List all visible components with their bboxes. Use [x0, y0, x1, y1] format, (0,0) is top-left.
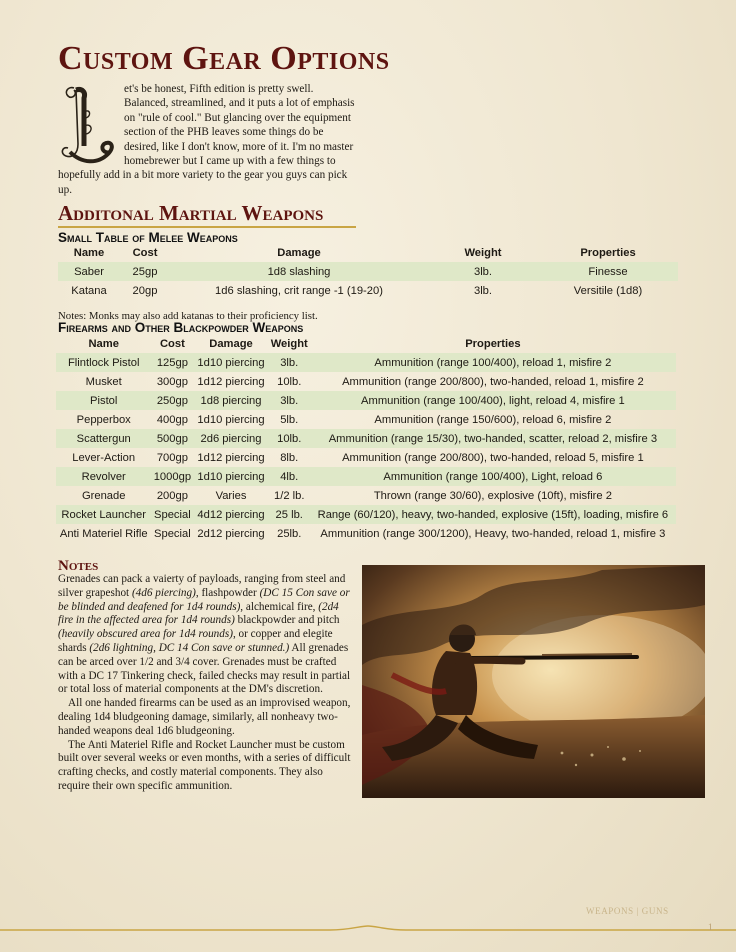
table-cell: Thrown (range 30/60), explosive (10ft), misfire 2	[373, 489, 612, 502]
firearms-header-cell: Name	[88, 338, 119, 350]
table-row	[56, 524, 676, 543]
table-cell: 1000gp	[151, 467, 193, 486]
melee-header-row	[58, 244, 678, 262]
notes-paragraph-improvised: All one handed firearms can be used as an improvised weapon, dealing 1d4 bludgeoning damage, similarly, all nonheavy two-handed weapons deal 1d6 bludgeoning.	[58, 697, 351, 737]
table-cell: Rocket Launcher	[56, 505, 151, 524]
table-cell: 4d12 piercing	[193, 505, 268, 524]
table-cell: 700gp	[156, 451, 188, 464]
melee-header-cell: Cost	[132, 247, 158, 259]
table-cell: 1d10 piercing	[193, 353, 268, 372]
dropcap-l-icon	[58, 82, 122, 168]
melee-header-cell: Properties	[580, 247, 636, 259]
notes-paragraph-special: The Anti Materiel Rifle and Rocket Launcher must be custom built over several weeks or even months, with a series of difficult crafting checks, and costly material components. They also require their own specific ammunition.	[58, 738, 351, 792]
notes-italic-text: (2d6 lightning, DC 14 Con save or stunned.)	[89, 641, 290, 654]
table-cell: 1d10 piercing	[197, 413, 265, 426]
table-cell: 5lb.	[280, 413, 299, 426]
table-cell: Katana	[71, 284, 107, 297]
table-cell: Pepperbox	[76, 413, 131, 426]
table-cell: 125gp	[151, 353, 193, 372]
gunslinger-image-icon	[362, 565, 705, 798]
table-cell: 200gp	[156, 489, 188, 502]
table-cell: Pistol	[56, 391, 151, 410]
melee-header-cell: Damage	[277, 247, 321, 259]
table-row	[56, 486, 676, 505]
table-cell: Ammunition (range 200/800), two-handed, reload 5, misfire 1	[342, 451, 644, 464]
table-row	[56, 429, 676, 448]
table-cell: 3lb.	[473, 284, 493, 297]
section-title: Additonal Martial Weapons	[58, 201, 324, 225]
table-cell: Musket	[85, 375, 122, 388]
melee-note: Notes: Monks may also add katanas to their proficiency list.	[58, 310, 318, 322]
melee-table	[58, 244, 678, 300]
notes-text: , alchemical fire,	[240, 600, 319, 613]
page-title: Custom Gear Options	[58, 40, 390, 77]
firearms-table-title: Firearms and Other Blackpowder Weapons	[58, 320, 304, 335]
notes-italic-text: (DC 15 Con save or be blinded and deafened for 1d4 rounds)	[58, 586, 350, 613]
gunslinger-illustration	[362, 565, 705, 798]
table-cell: Varies	[215, 489, 247, 502]
table-row	[58, 281, 678, 300]
notes-body	[58, 573, 352, 794]
table-cell: Ammunition (range 100/400), reload 1, misfire 2	[310, 353, 676, 372]
table-cell: 250gp	[151, 391, 193, 410]
footer-rule	[0, 924, 736, 934]
table-cell: Ammunition (range 300/1200), Heavy, two-handed, reload 1, misfire 3	[320, 527, 666, 540]
notes-italic-text: (4d6 piercing)	[131, 586, 196, 599]
table-cell: 1d8 slashing	[170, 262, 428, 281]
table-cell: Versitile (1d8)	[573, 284, 643, 297]
table-cell: Ammunition (range 100/400), light, reload 4, misfire 1	[310, 391, 676, 410]
table-cell: 4lb.	[269, 467, 310, 486]
table-cell: 1d6 slashing, crit range -1 (19-20)	[215, 284, 383, 297]
table-cell: Flintlock Pistol	[56, 353, 151, 372]
table-cell: 400gp	[156, 413, 188, 426]
page-number: 1	[708, 922, 713, 932]
table-cell: Finesse	[538, 262, 678, 281]
table-cell: 20gp	[132, 284, 158, 297]
table-cell: 8lb.	[280, 451, 299, 464]
table-cell: Grenade	[81, 489, 126, 502]
notes-text: Grenades can pack a vaierty of payloads, ranging from steel and silver grapeshot	[58, 573, 346, 599]
table-cell: 300gp	[156, 375, 188, 388]
table-cell: Range (60/120), heavy, two-handed, explosive (15ft), loading, misfire 6	[310, 505, 676, 524]
table-cell: 25 lb.	[269, 505, 310, 524]
firearms-header-row	[56, 335, 676, 353]
table-cell: 10lb.	[269, 429, 310, 448]
melee-header-cell: Weight	[464, 247, 502, 259]
notes-text: All grenades can be arced over 1/2 and 3/4 cover. Grenades must be crafted with a DC 17 Tinkering check, failed checks may result in partial or total loss of material components at the DM's discretion.	[58, 641, 351, 696]
table-cell: 2d6 piercing	[193, 429, 268, 448]
table-cell: 1d10 piercing	[193, 467, 268, 486]
notes-italic-text: (2d4 fire in the affected area for 1d4 rounds)	[58, 600, 339, 627]
table-cell: 1/2 lb.	[273, 489, 305, 502]
table-cell: 10lb.	[277, 375, 302, 388]
firearms-header-cell: Weight	[270, 338, 308, 350]
table-row	[56, 410, 676, 429]
table-cell: Scattergun	[56, 429, 151, 448]
dropcap-letter: L	[58, 82, 59, 83]
table-cell: 3lb.	[428, 262, 538, 281]
table-cell: 3lb.	[269, 391, 310, 410]
table-cell: Ammunition (range 200/800), two-handed, reload 1, misfire 2	[342, 375, 644, 388]
table-cell: 1d12 piercing	[197, 375, 265, 388]
intro-text: et's be honest, Fifth edition is pretty swell. Balanced, streamlined, and it puts a lot of emphasis on "rule of cool." But glancing over the equipment section of the PHB leaves some things do be desired, like I don't know, more of it. I'm no master homebrewer but I came up with a few things to hopefully add in a bit more variety to the gear you guys can pick up.	[58, 83, 355, 196]
section-rule	[58, 226, 356, 228]
table-row	[56, 372, 676, 391]
table-row	[58, 262, 678, 281]
table-cell: 25lb.	[277, 527, 302, 540]
table-cell: Saber	[58, 262, 120, 281]
table-row	[56, 467, 676, 486]
table-cell: 1d8 piercing	[193, 391, 268, 410]
melee-header-cell: Name	[73, 247, 105, 259]
table-cell: 1d12 piercing	[197, 451, 265, 464]
firearms-table	[56, 335, 676, 543]
firearms-header-cell: Properties	[465, 338, 521, 350]
table-cell: Ammunition (range 100/400), Light, reload 6	[310, 467, 676, 486]
table-cell: 3lb.	[269, 353, 310, 372]
footer-section-label: WEAPONS | GUNS	[586, 906, 669, 916]
notes-italic-text: (heavily obscured area for 1d4 rounds)	[58, 628, 233, 641]
table-row	[56, 353, 676, 372]
table-cell: Revolver	[56, 467, 151, 486]
table-cell: Special	[151, 505, 193, 524]
notes-text: , or copper and elegite shards	[58, 628, 333, 654]
table-cell: Special	[154, 527, 191, 540]
table-cell: Anti Materiel Rifle	[59, 527, 148, 540]
firearms-header-cell: Damage	[209, 338, 253, 350]
melee-table-title: Small Table of Melee Weapons	[58, 230, 238, 245]
intro-paragraph	[58, 82, 358, 197]
table-row	[56, 448, 676, 467]
table-cell: Ammunition (range 15/30), two-handed, scatter, reload 2, misfire 3	[310, 429, 676, 448]
notes-text: blackpowder and pitch	[234, 614, 340, 627]
table-row	[56, 505, 676, 524]
table-cell: 25gp	[120, 262, 170, 281]
table-cell: 500gp	[151, 429, 193, 448]
table-cell: Ammunition (range 150/600), reload 6, misfire 2	[374, 413, 612, 426]
table-cell: 2d12 piercing	[197, 527, 265, 540]
dropcap	[58, 82, 122, 168]
table-cell: Lever-Action	[72, 451, 136, 464]
notes-paragraph-grenades	[58, 573, 352, 697]
table-row	[56, 391, 676, 410]
notes-title: Notes	[58, 558, 99, 574]
notes-text: , flashpowder	[195, 586, 260, 599]
firearms-header-cell: Cost	[159, 338, 185, 350]
